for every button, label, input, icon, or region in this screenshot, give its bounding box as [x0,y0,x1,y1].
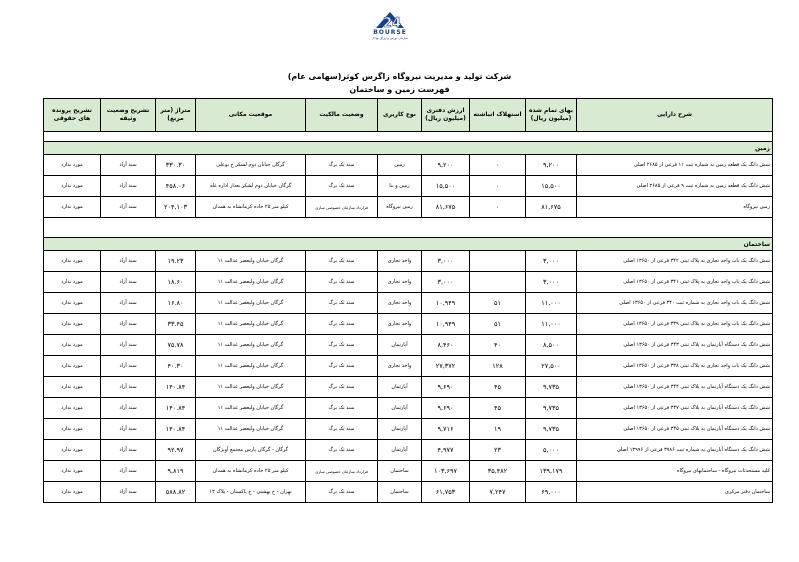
table-row [44,176,773,197]
cell-use: ساختمان [378,461,422,482]
cell-depr: ۵۱ [470,293,526,314]
cell-use: زمین نیروگاه [378,197,422,218]
cell-cost: ۱۱,۰۰۰ [526,314,577,335]
cell-area: ۲۰۴,۱۰۳ [156,197,196,218]
cell-area: ۹,۸۱۹ [156,461,196,482]
cell-owner: قرارداد سازمان خصوصی سازی [306,197,378,218]
cell-loc: گرگان خیابان ولیعصر عدالت ۱۱ [196,293,306,314]
cell-deed: سند آزاد [101,356,156,377]
cell-desc: شش دانگ یک باب واحد تجاری به پلاک ثبتی ۳۳۹ فرعی از ۱۳۶۵۰ اصلی [577,314,773,335]
cell-legal: مورد ندارد [44,251,101,272]
table-row [44,356,773,377]
cell-legal: مورد ندارد [44,461,101,482]
cell-owner: سند تک برگ [306,314,378,335]
cell-use: واحد تجاری [378,272,422,293]
col-desc: شرح دارایی [577,99,773,132]
cell-use: واحد تجاری [378,293,422,314]
cell-book: ۱۵,۵۰۰ [422,176,470,197]
cell-desc: شش دانگ یک قطعه زمین به شماره ثبت ۱۱ فرعی از ۲۶۸۵ اصلی [577,155,773,176]
spacer-row [44,132,773,142]
cell-area: ۳۳.۴۵ [156,314,196,335]
assets-table [43,98,773,503]
cell-cost: ۸۱,۶۷۵ [526,197,577,218]
cell-depr [470,272,526,293]
cell-deed: سند آزاد [101,272,156,293]
table-row [44,377,773,398]
cell-cost: ۳,۰۰۰ [526,272,577,293]
cell-depr: ۱۹ [470,419,526,440]
table-row [44,272,773,293]
cell-use: واحد تجاری [378,356,422,377]
header-row [44,99,773,132]
cell-desc: شش دانگ یک دستگاه آپارتمان به پلاک ثبتی ۳۴۴ فرعی از ۱۳۶۵۰ اصلی [577,377,773,398]
cell-cost: ۱۳۹,۱۷۹ [526,461,577,482]
cell-use: آپارتمان [378,398,422,419]
cell-use: واحد تجاری [378,251,422,272]
cell-cost: ۹,۷۳۵ [526,398,577,419]
cell-loc: گرگان خیابان ولیعصر عدالت ۱۱ [196,272,306,293]
cell-cost: ۳,۰۰۰ [526,251,577,272]
table-row [44,398,773,419]
cell-depr: ۷,۲۴۷ [470,482,526,503]
cell-legal: مورد ندارد [44,440,101,461]
cell-owner: سند تک برگ [306,155,378,176]
cell-cost: ۲۷,۵۰۰ [526,356,577,377]
cell-book: ۹,۶۹۰ [422,377,470,398]
cell-area: ۱۴۰.۸۴ [156,377,196,398]
cell-book: ۱۰۳,۶۹۷ [422,461,470,482]
table-row [44,314,773,335]
cell-legal: مورد ندارد [44,398,101,419]
cell-depr: ۴۰ [470,335,526,356]
cell-desc: زمین نیروگاه [577,197,773,218]
cell-deed: سند آزاد [101,251,156,272]
col-legal: تشریح پرونده های حقوقی [44,99,101,132]
table-row [44,155,773,176]
cell-depr: ۴۵ [470,398,526,419]
col-book: ارزش دفتری (میلیون ریال) [422,99,470,132]
cell-deed: سند آزاد [101,440,156,461]
cell-owner: سند تک برگ [306,176,378,197]
cell-area: ۱۴۰.۸۴ [156,398,196,419]
cell-area: ۱۸.۶۰ [156,272,196,293]
logo-subtext: سازمان بورس و اوراق بهادار [371,36,408,40]
cell-use: واحد تجاری [378,314,422,335]
table-row [44,197,773,218]
table-row [44,461,773,482]
cell-depr: ۰ [470,176,526,197]
cell-book: ۹,۶۹۰ [422,398,470,419]
cell-use: ساختمان [378,482,422,503]
cell-legal: مورد ندارد [44,482,101,503]
cell-book: ۱۰,۹۴۹ [422,293,470,314]
cell-use: زمین [378,155,422,176]
cell-legal: مورد ندارد [44,314,101,335]
table-row [44,335,773,356]
table-row [44,419,773,440]
col-depr: استهلاک انباشته [470,99,526,132]
cell-loc: گرگان خیابان ولیعصر عدالت ۱۱ [196,335,306,356]
spacer-row [44,218,773,238]
cell-owner: سند تک برگ [306,335,378,356]
cell-legal: مورد ندارد [44,335,101,356]
cell-depr: ۰ [470,197,526,218]
cell-loc: کیلو متر ۲۵ جاده کرمانشاه به همدان [196,461,306,482]
cell-deed: سند آزاد [101,155,156,176]
cell-legal: مورد ندارد [44,377,101,398]
cell-legal: مورد ندارد [44,272,101,293]
table-row [44,251,773,272]
cell-cost: ۹,۲۰۰ [526,155,577,176]
cell-desc: شش دانگ یک دستگاه آپارتمان به پلاک ثبتی ۳۴۵ فرعی از ۱۳۶۵۰ اصلی [577,419,773,440]
cell-area: ۱۹.۲۳ [156,251,196,272]
cell-loc: گرگان خیابان ولیعصر عدالت ۱۱ [196,314,306,335]
cell-book: ۳,۰۰۰ [422,251,470,272]
cell-use: آپارتمان [378,335,422,356]
cell-owner: سند تک برگ [306,272,378,293]
col-use: نوع کاربری [378,99,422,132]
cell-loc: کیلو متر ۲۵ جاده کرمانشاه به همدان [196,197,306,218]
cell-area: ۴۵۸.۰۶ [156,176,196,197]
cell-loc: تهران - خ بهشتی - خ پاکستان - پلاک ۱۲ [196,482,306,503]
cell-book: ۳,۰۰۰ [422,272,470,293]
cell-depr: ۴۵ [470,377,526,398]
cell-desc: شش دانگ یک دستگاه آپارتمان به پلاک ثبتی ۳۴۷ فرعی از ۱۳۶۵۰ اصلی [577,398,773,419]
cell-depr: ۱۲۸ [470,356,526,377]
cell-area: ۵۸۸.۸۲ [156,482,196,503]
page-subtitle: فهرست زمین و ساختمان [349,85,450,94]
cell-loc: گرگان خیابان ولیعصر عدالت ۱۱ [196,251,306,272]
cell-deed: سند آزاد [101,461,156,482]
cell-depr: ۲۳ [470,440,526,461]
cell-loc: گرگان خیابان دوم لشکر بعداز اداره غله [196,176,306,197]
cell-desc: شش دانگ یک قطعه زمین به شماره ثبت ۹ فرعی از ۲۶۸۵ اصلی [577,176,773,197]
section-land: زمین [44,142,773,155]
cell-legal: مورد ندارد [44,197,101,218]
cell-book: ۶۱,۷۵۳ [422,482,470,503]
logo-text: BOURSE [373,29,407,36]
cell-deed: سند آزاد [101,293,156,314]
cell-cost: ۱۱,۰۰۰ [526,293,577,314]
cell-desc: شش دانگ یک باب واحد تجاری به پلاک ثبتی ۳۴۱ فرعی از ۱۳۶۵۰ اصلی [577,272,773,293]
cell-area: ۳۳۰.۳۰ [156,155,196,176]
cell-owner: سند تک برگ [306,482,378,503]
cell-area: ۱۴۰.۸۴ [156,419,196,440]
cell-cost: ۱۵,۵۰۰ [526,176,577,197]
cell-area: ۱۶.۸۰ [156,293,196,314]
cell-owner: سند تک برگ [306,356,378,377]
cell-book: ۸,۴۶۰ [422,335,470,356]
company-title: شرکت تولید و مدیریت نیروگاه زاگرس کوثر(سهامی عام) [287,72,512,81]
cell-depr: ۳۵,۴۸۲ [470,461,526,482]
cell-loc: گرگان خیابان دوم لشکر خ بوعلی [196,155,306,176]
cell-desc: کلیه مستحدثات نیروگاه - ساختمانهای نیروگاه [577,461,773,482]
cell-area: ۴۰.۳۰ [156,356,196,377]
cell-deed: سند آزاد [101,176,156,197]
cell-deed: سند آزاد [101,335,156,356]
cell-deed: سند آزاد [101,398,156,419]
cell-owner: سند تک برگ [306,377,378,398]
cell-deed: سند آزاد [101,482,156,503]
cell-deed: سند آزاد [101,419,156,440]
cell-deed: سند آزاد [101,314,156,335]
cell-desc: شش دانگ یک باب واحد تجاری به پلاک ثبتی ۳۳۸ فرعی از ۱۳۶۵۰ اصلی [577,356,773,377]
table-row [44,293,773,314]
cell-use: آپارتمان [378,440,422,461]
cell-desc: شش دانگ یک دستگاه آپارتمان به شماره ثبت ۳۷۸۶ فرعی از ۱۳۹۹۶ اصلی [577,440,773,461]
col-cost: بهای تمام شده (میلیون ریال) [526,99,577,132]
cell-legal: مورد ندارد [44,176,101,197]
col-deed: تشریح وضعیت وثیقه [101,99,156,132]
cell-book: ۹,۲۰۰ [422,155,470,176]
cell-desc: ساختمان دفتر مرکزی [577,482,773,503]
col-area: متراژ (متر مربع) [156,99,196,132]
cell-book: ۴,۹۷۷ [422,440,470,461]
cell-book: ۱۰,۹۴۹ [422,314,470,335]
cell-loc: گرگان - گرگان پارس مجتمع آویژگان [196,440,306,461]
cell-owner: قرارداد سازمان خصوصی سازی [306,461,378,482]
cell-use: آپارتمان [378,377,422,398]
cell-owner: سند تک برگ [306,440,378,461]
cell-book: ۹,۷۱۶ [422,419,470,440]
cell-depr: ۰ [470,155,526,176]
cell-cost: ۶۹,۰۰۰ [526,482,577,503]
cell-deed: سند آزاد [101,377,156,398]
cell-area: ۹۲.۹۷ [156,440,196,461]
table-row [44,440,773,461]
cell-cost: ۹,۷۳۵ [526,377,577,398]
cell-legal: مورد ندارد [44,155,101,176]
cell-use: زمین و بنا [378,176,422,197]
cell-depr [470,251,526,272]
cell-loc: گرگان خیابان ولیعصر عدالت ۱۱ [196,398,306,419]
cell-owner: سند تک برگ [306,419,378,440]
table-row [44,482,773,503]
cell-desc: شش دانگ یک دستگاه آپارتمان به پلاک ثبتی ۳۴۳ فرعی از ۱۳۶۵۰ اصلی [577,335,773,356]
cell-loc: گرگان خیابان ولیعصر عدالت ۱۱ [196,377,306,398]
section-buildings: ساختمان [44,238,773,251]
svg-text:24: 24 [383,16,402,31]
cell-depr: ۵۱ [470,314,526,335]
col-owner: وضعیت مالکیت [306,99,378,132]
cell-legal: مورد ندارد [44,293,101,314]
cell-loc: گرگان خیابان ولیعصر عدالت ۱۱ [196,356,306,377]
cell-legal: مورد ندارد [44,356,101,377]
cell-owner: سند تک برگ [306,293,378,314]
cell-desc: شش دانگ یک باب واحد تجاری به شماره ثبت ۳۴۰ فرعی از ۱۳۶۵۰ اصلی [577,293,773,314]
cell-loc: گرگان خیابان ولیعصر عدالت ۱۱ [196,419,306,440]
cell-area: ۷۵.۷۸ [156,335,196,356]
cell-owner: سند تک برگ [306,398,378,419]
cell-desc: شش دانگ یک باب واحد تجاری به پلاک ثبتی ۳۴۲ فرعی از ۱۳۶۵۰ اصلی [577,251,773,272]
cell-owner: سند تک برگ [306,251,378,272]
cell-book: ۸۱,۶۷۵ [422,197,470,218]
cell-use: آپارتمان [378,419,422,440]
cell-book: ۲۷,۳۷۲ [422,356,470,377]
cell-cost: ۸,۵۰۰ [526,335,577,356]
cell-cost: ۹,۷۳۵ [526,419,577,440]
col-loc: موقعیت مکانی [196,99,306,132]
cell-legal: مورد ندارد [44,419,101,440]
cell-deed: سند آزاد [101,197,156,218]
cell-cost: ۵,۰۰۰ [526,440,577,461]
